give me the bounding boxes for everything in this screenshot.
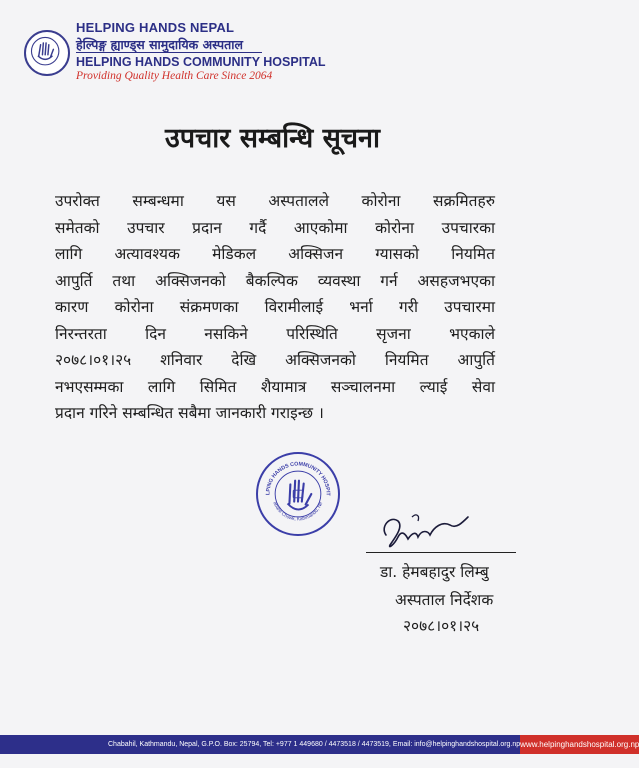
notice-line: निरन्तरता दिन नसकिने परिस्थिति सृजना भएकाले [55, 324, 495, 343]
footer-address: Chabahil, Kathmandu, Nepal, G.P.O. Box: 25794, Tel: +977 1 449680 / 4473518 / 4473519, Email: info@helpinghandshospital.org.np [0, 735, 520, 754]
notice-line: लागि अत्यावश्यक मेडिकल अक्सिजन ग्यासको नियमित [55, 245, 495, 263]
notice-line: उपरोक्त सम्बन्धमा यस अस्पतालले कोरोना सक्रमितहरु [55, 192, 495, 210]
hospital-seal-stamp [256, 452, 340, 536]
hospital-logo-icon [24, 30, 70, 76]
notice-line: आपुर्ति तथा अक्सिजनको बैकल्पिक व्यवस्था गर्न असहजभएका [55, 271, 495, 290]
notice-line: कारण कोरोना संक्रमणका विरामीलाई भर्ना गरी उपचारमा [55, 298, 495, 316]
svg-text:HELPING HANDS COMMUNITY HOSPIT: LPING HANDS COMMUNITY HOSPIT [265, 461, 331, 496]
footer-website-link[interactable]: www.helpinghandshospital.org.np [520, 735, 639, 754]
notice-line: समेतको उपचार प्रदान गर्दै आएकोमा कोरोना उपचारका [55, 218, 495, 237]
header-divider [76, 52, 262, 53]
notice-line: २०७८।०१।२५ शनिवार देखि अक्सिजनको नियमित आपुर्ति [55, 351, 495, 369]
signatory-date: २०७८।०१।२५ [403, 617, 480, 635]
signatory-name: डा. हेमबहादुर लिम्बु [380, 563, 489, 581]
svg-text:Chabahil Chowk, Kathmandu, Nep: abahil Chowk, Kathmandu, Ne [271, 501, 325, 523]
org-name: HELPING HANDS NEPAL [76, 20, 235, 35]
notice-line: प्रदान गरिने सम्बन्धित सबैमा जानकारी गराइन्छ । [55, 404, 324, 422]
hospital-name-nepali: हेल्पिङ्ग ह्याण्ड्स सामुदायिक अस्पताल [76, 37, 243, 52]
signatory-title: अस्पताल निर्देशक [395, 591, 494, 609]
notice-line: नभएसम्मका लागि सिमित शैयामात्र सञ्चालनमा ल्याई सेवा [55, 377, 495, 396]
notice-body [55, 188, 495, 427]
footer-bar [0, 735, 639, 754]
hospital-name-english: HELPING HANDS COMMUNITY HOSPITAL [76, 55, 326, 69]
handwritten-signature [372, 505, 482, 551]
notice-title: उपचार सम्बन्धि सूचना [164, 123, 380, 154]
hospital-tagline: Providing Quality Health Care Since 2064 [76, 70, 273, 82]
signature-line [366, 552, 516, 553]
